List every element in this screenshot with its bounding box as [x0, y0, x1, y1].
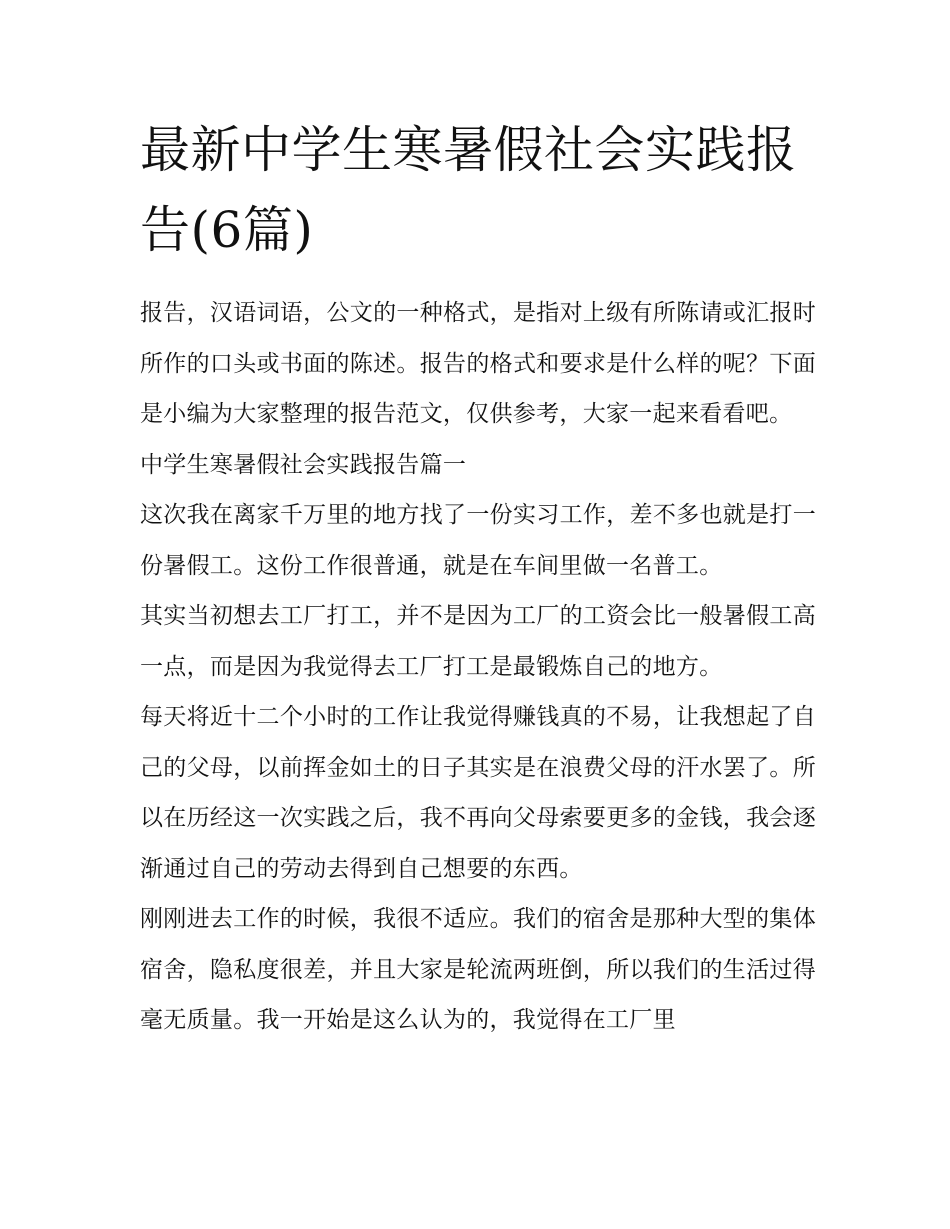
document-title: 最新中学生寒暑假社会实践报告(6篇): [140, 121, 797, 259]
body-paragraph-4: 刚刚进去工作的时候，我很不适应。我们的宿舍是那种大型的集体宿舍，隐私度很差，并且大家是轮流两班倒，所以我们的生活过得毫无质量。我一开始是这么认为的，我觉得在工厂里: [140, 906, 816, 1033]
body-paragraph-2: 其实当初想去工厂打工，并不是因为工厂的工资会比一般暑假工高一点，而是因为我觉得去工厂打工是最锻炼自己的地方。: [140, 603, 816, 680]
body-paragraph-3: 每天将近十二个小时的工作让我觉得赚钱真的不易，让我想起了自己的父母，以前挥金如土的日子其实是在浪费父母的汗水罢了。所以在历经这一次实践之后，我不再向父母索要更多的金钱，我会逐渐通过自己的劳动去得到自己想要的东西。: [140, 704, 816, 882]
body-paragraph-1: 这次我在离家千万里的地方找了一份实习工作，差不多也就是打一份暑假工。这份工作很普通，就是在车间里做一名普工。: [140, 502, 816, 579]
document-body: [140, 110, 816, 1046]
section-heading: 中学生寒暑假社会实践报告篇一: [140, 451, 467, 478]
intro-paragraph: 报告，汉语词语，公文的一种格式，是指对上级有所陈请或汇报时所作的口头或书面的陈述。报告的格式和要求是什么样的呢？下面是小编为大家整理的报告范文，仅供参考，大家一起来看看吧。: [140, 300, 816, 427]
